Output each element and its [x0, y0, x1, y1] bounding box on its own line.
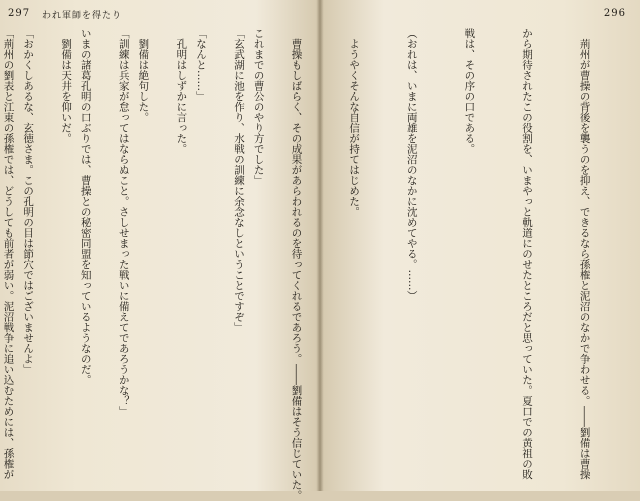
text-line: 孔明はしずかに言った。 — [175, 28, 188, 154]
right-page-number: 296 — [603, 8, 626, 19]
text-line: 劉備は天井を仰いだ。 — [60, 28, 73, 144]
text-line: 劉備は絶句した。 — [137, 28, 150, 123]
text-line: これまでの曹公のやり方でした」 — [252, 28, 265, 186]
text-line: 戦は、その序の口である。 — [463, 28, 476, 154]
text-line: （おれは、いまに両雄を泥沼のなかに沈めてやる。……） — [405, 28, 418, 301]
text-line: から期待されたこの役割を、いまやっと軌道にのせたところだと思っていた。夏口での黄祖の敗 — [520, 28, 533, 480]
left-page-number: 297 — [8, 8, 31, 19]
text-line: 「おかくしあるな、玄徳さま。この孔明の目は節穴ではございませんよ」 — [22, 28, 35, 375]
text-line: ようやくそんな自信が持てはじめた。 — [348, 28, 361, 217]
text-line: いまの諸葛孔明の口ぶりでは、曹操との秘密同盟を知っているようなのだ。 — [79, 28, 92, 385]
text-line: 「玄武湖に池を作り、水戦の訓練に余念なしということですぞ」 — [232, 28, 245, 333]
left-page-text — [16, 28, 306, 501]
text-line: 「訓練は兵家が怠ってはならぬこと。さしせまった戦いに備えてであろうかな？」 — [117, 28, 130, 417]
text-line: 「荊州の劉表と江東の孫権では、どうしても前者が弱い。泥沼戦争に追い込むためには、孫権が — [2, 28, 15, 480]
text-line: 「なんと……」 — [194, 28, 207, 102]
running-head: われ軍師を得たり — [42, 11, 123, 21]
text-line: 曹操もしばらく、その成果があらわれるのを待ってくれるであろう。――劉備はそう信じていた。 — [290, 28, 303, 501]
text-line: 荊州が曹操の背後を襲うのを抑え、できるなら孫権と泥沼のなかで争わせる。――劉備は曹操 — [578, 28, 591, 480]
